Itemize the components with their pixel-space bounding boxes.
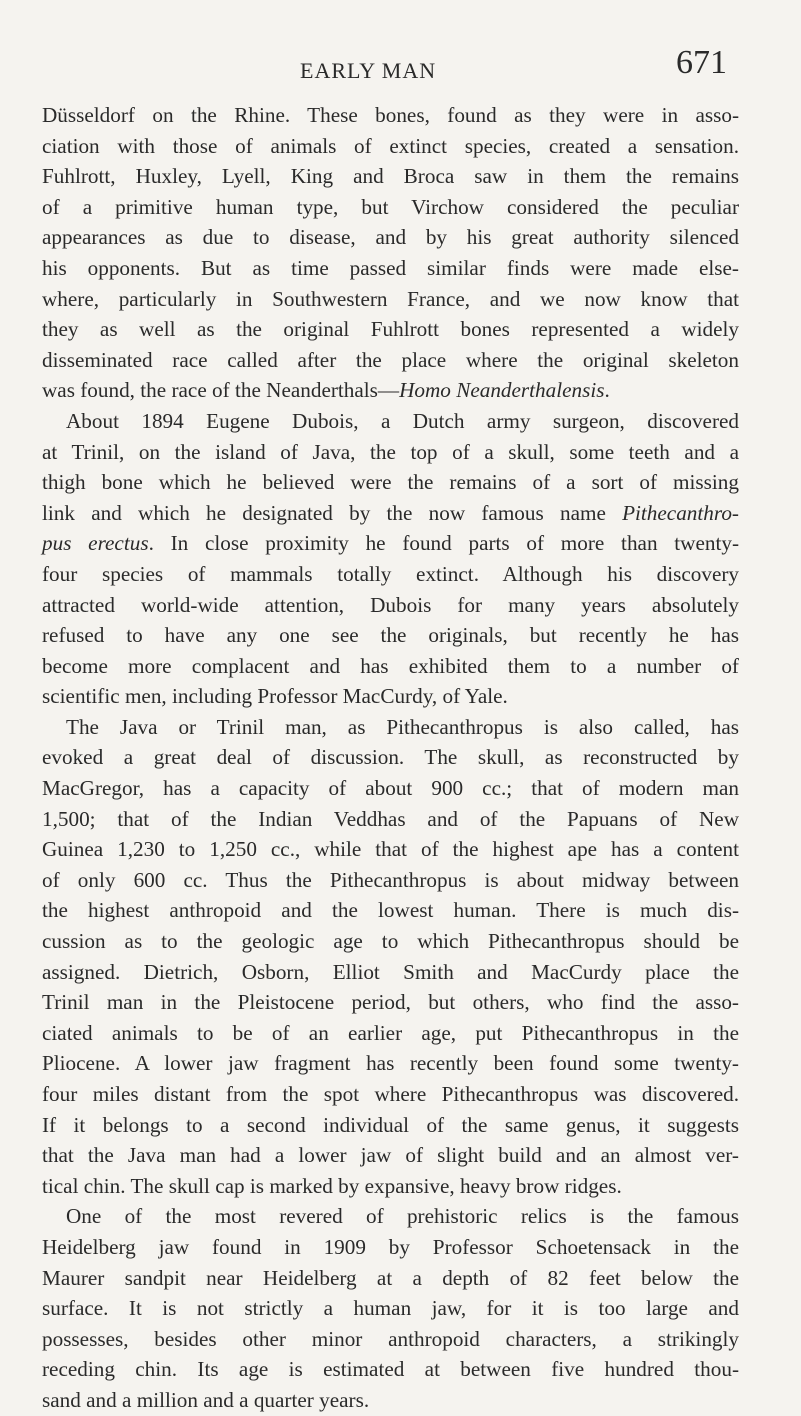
text-segment: thigh bone which he believed were the remains of a sort of missing <box>42 470 739 495</box>
italic-text: Pithecanthro- <box>622 500 739 525</box>
text-segment: evoked a great deal of discussion. The skull, as reconstructed by <box>42 745 739 770</box>
text-line <box>42 1110 739 1141</box>
text-line <box>42 100 739 131</box>
text-line <box>42 161 739 192</box>
text-line <box>42 1293 739 1324</box>
text-segment: If it belongs to a second individual of the same genus, it suggests <box>42 1112 739 1137</box>
text-line <box>42 559 739 590</box>
text-segment: ciation with those of animals of extinct species, created a sensation. <box>42 133 739 158</box>
text-segment: . <box>604 378 610 403</box>
text-line <box>42 895 739 926</box>
text-line <box>42 345 739 376</box>
text-line <box>42 1201 739 1232</box>
text-segment: refused to have any one see the originals, but recently he has <box>42 623 739 648</box>
text-segment: The Java or Trinil man, as Pithecanthropus is also called, has <box>66 714 739 739</box>
text-line <box>42 253 739 284</box>
text-line <box>42 1324 739 1355</box>
text-line <box>42 957 739 988</box>
text-segment: One of the most revered of prehistoric relics is the famous <box>66 1204 739 1229</box>
text-line <box>42 651 739 682</box>
italic-text: Homo Neanderthalensis <box>399 378 605 403</box>
text-segment: . In close proximity he found parts of more than twenty- <box>148 531 739 556</box>
text-line <box>42 834 739 865</box>
text-line <box>42 1048 739 1079</box>
text-line <box>42 437 739 468</box>
text-segment: they as well as the original Fuhlrott bones represented a widely <box>42 317 739 342</box>
text-line <box>42 1079 739 1110</box>
text-segment: cussion as to the geologic age to which Pithecanthropus should be <box>42 929 739 954</box>
text-segment: sand and a million and a quarter years. <box>42 1387 370 1412</box>
text-segment: 1,500; that of the Indian Veddhas and of the Papuans of New <box>42 806 739 831</box>
text-line <box>42 773 739 804</box>
italic-text: pus erectus <box>42 531 149 556</box>
text-line <box>42 1385 739 1416</box>
text-segment: Fuhlrott, Huxley, Lyell, King and Broca saw in them the remains <box>42 164 739 189</box>
text-line <box>42 926 739 957</box>
text-line <box>42 1263 739 1294</box>
text-segment: become more complacent and has exhibited them to a number of <box>42 653 739 678</box>
text-line <box>42 1171 739 1202</box>
running-head: EARLY MAN <box>300 58 437 83</box>
text-line <box>42 590 739 621</box>
text-segment: his opponents. But as time passed similar finds were made else- <box>42 255 739 280</box>
text-line <box>42 375 739 406</box>
text-segment: Guinea 1,230 to 1,250 cc., while that of the highest ape has a content <box>42 837 739 862</box>
text-segment: receding chin. Its age is estimated at between five hundred thou- <box>42 1357 739 1382</box>
text-line <box>42 1354 739 1385</box>
text-segment: possesses, besides other minor anthropoid characters, a strikingly <box>42 1326 739 1351</box>
text-segment: of a primitive human type, but Virchow considered the peculiar <box>42 194 739 219</box>
text-line <box>42 681 739 712</box>
text-line <box>42 498 739 529</box>
text-segment: Pliocene. A lower jaw fragment has recently been found some twenty- <box>42 1051 739 1076</box>
text-segment: four miles distant from the spot where Pithecanthropus was discovered. <box>42 1082 739 1106</box>
text-line <box>42 467 739 498</box>
text-segment: of only 600 cc. Thus the Pithecanthropus is about midway between <box>42 867 739 892</box>
text-segment: surface. It is not strictly a human jaw, for it is too large and <box>42 1296 739 1321</box>
text-line <box>42 131 739 162</box>
text-segment: Trinil man in the Pleistocene period, but others, who find the asso- <box>42 990 739 1015</box>
text-line <box>42 314 739 345</box>
text-segment: Düsseldorf on the Rhine. These bones, found as they were in asso- <box>42 103 739 127</box>
text-line <box>42 804 739 835</box>
text-line <box>42 620 739 651</box>
text-segment: where, particularly in Southwestern France, and we now know that <box>42 286 739 311</box>
text-segment: assigned. Dietrich, Osborn, Elliot Smith and MacCurdy place the <box>42 959 739 984</box>
text-segment: appearances as due to disease, and by his great authority silenced <box>42 225 739 250</box>
text-line <box>42 1232 739 1263</box>
text-segment: that the Java man had a lower jaw of slight build and an almost ver- <box>42 1143 739 1168</box>
text-segment: scientific men, including Professor MacCurdy, of Yale. <box>42 684 508 709</box>
text-line <box>42 222 739 253</box>
text-segment: attracted world-wide attention, Dubois for many years absolutely <box>42 592 739 617</box>
text-segment: ciated animals to be of an earlier age, put Pithecanthropus in the <box>42 1020 739 1045</box>
text-line <box>42 528 739 559</box>
text-segment: was found, the race of the Neanderthals— <box>42 378 400 403</box>
text-segment: link and which he designated by the now famous name <box>42 500 623 525</box>
text-line <box>42 712 739 743</box>
text-segment: About 1894 Eugene Dubois, a Dutch army surgeon, discovered <box>66 408 739 433</box>
text-segment: at Trinil, on the island of Java, the top of a skull, some teeth and a <box>42 439 739 464</box>
text-segment: four species of mammals totally extinct. Although his discovery <box>42 561 739 586</box>
text-segment: MacGregor, has a capacity of about 900 cc.; that of modern man <box>42 776 739 801</box>
text-line <box>42 406 739 437</box>
text-segment: Heidelberg jaw found in 1909 by Professor Schoetensack in the <box>42 1234 739 1259</box>
text-segment: the highest anthropoid and the lowest human. There is much dis- <box>42 898 739 923</box>
text-segment: tical chin. The skull cap is marked by expansive, heavy brow ridges. <box>42 1173 622 1198</box>
text-line <box>42 742 739 773</box>
body-text <box>42 100 739 1416</box>
text-line <box>42 1140 739 1171</box>
text-line <box>42 284 739 315</box>
text-line <box>42 192 739 223</box>
page-number: 671 <box>676 44 727 81</box>
text-segment: Maurer sandpit near Heidelberg at a depth of 82 feet below the <box>42 1265 739 1290</box>
text-segment: disseminated race called after the place where the original skeleton <box>42 347 739 372</box>
text-line <box>42 1018 739 1049</box>
text-line <box>42 987 739 1018</box>
text-line <box>42 865 739 896</box>
